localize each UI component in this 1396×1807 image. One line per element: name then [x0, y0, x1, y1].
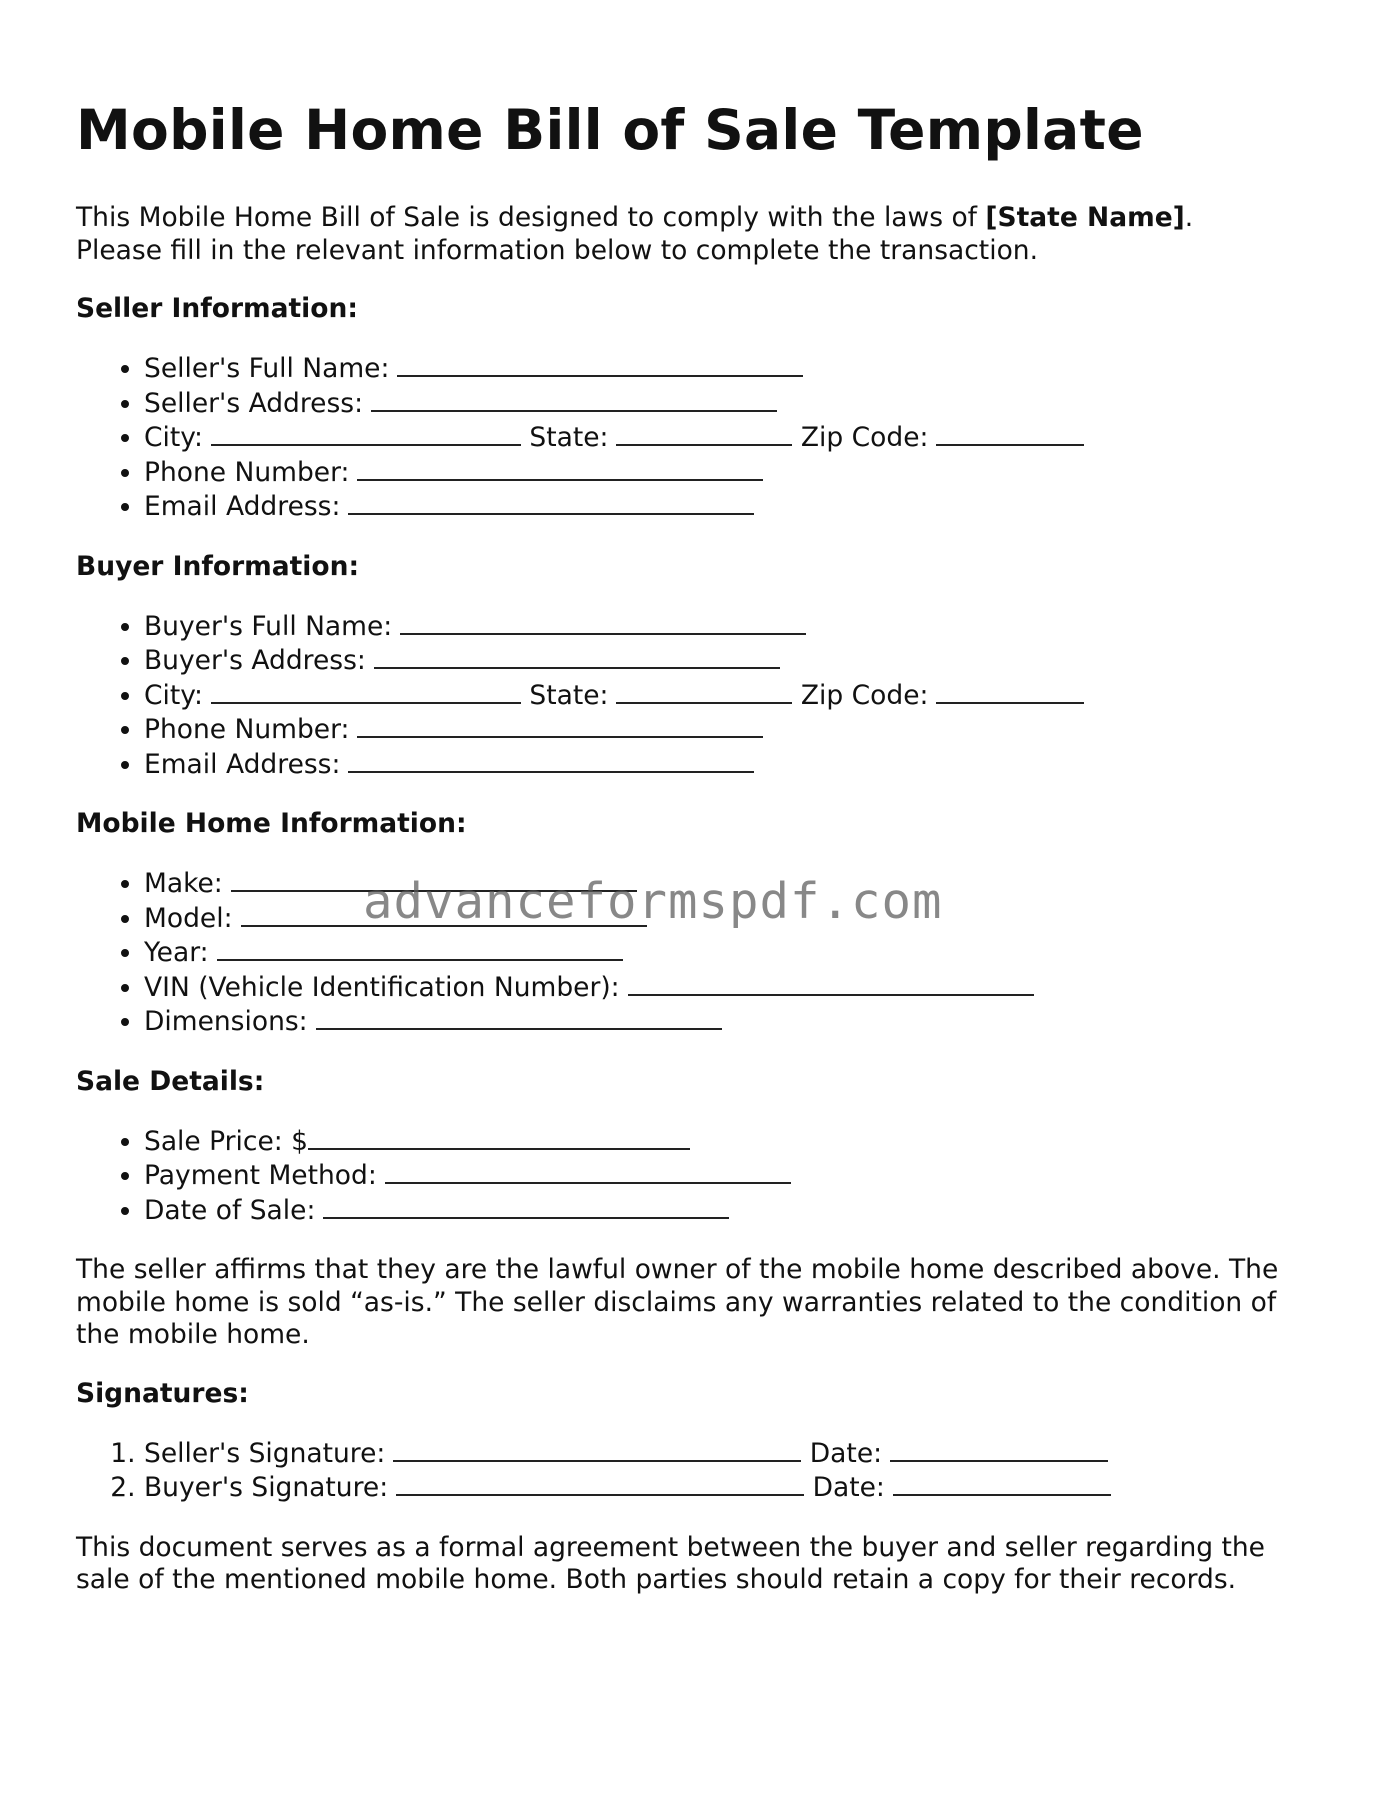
- buyer-signature-date-label: Date:: [812, 1472, 885, 1503]
- seller-signature-date-label: Date:: [809, 1437, 883, 1469]
- seller-address-blank[interactable]: [371, 386, 777, 412]
- intro-instructions: Please fill in the relevant information below to complete the transaction.: [76, 234, 1038, 266]
- vin-label: VIN (Vehicle Identification Number):: [144, 971, 620, 1003]
- make-item: [144, 866, 1326, 901]
- seller-signature-item: [144, 1436, 1326, 1471]
- dimensions-item: [144, 1004, 1326, 1039]
- affirmation-paragraph: The seller affirms that they are the lawful owner of the mobile home described above. The mobile home is sold “as-is.” The seller disclaims any warranties related to the condition of the mobile home.: [76, 1254, 1279, 1350]
- buyer-email-label: Email Address:: [144, 748, 341, 780]
- sale-details-list: [76, 1124, 1326, 1228]
- buyer-signature-date-blank[interactable]: [893, 1470, 1111, 1496]
- seller-full-name-blank[interactable]: [397, 351, 803, 377]
- mobile-home-section-heading: Mobile Home Information:: [76, 808, 467, 839]
- buyer-phone-item: [144, 712, 1326, 747]
- seller-full-name-label: Seller's Full Name:: [144, 353, 390, 384]
- vin-item: [144, 970, 1326, 1005]
- sale-price-label: Sale Price: $: [144, 1125, 309, 1157]
- date-of-sale-item: [144, 1193, 1326, 1228]
- intro-paragraph: [76, 202, 1326, 267]
- vin-blank[interactable]: [628, 970, 1034, 996]
- page-title: Mobile Home Bill of Sale Template: [76, 98, 1144, 162]
- buyer-signature-item: [144, 1470, 1326, 1505]
- payment-method-label: Payment Method:: [144, 1160, 377, 1191]
- year-item: [144, 935, 1326, 970]
- buyer-city-label: City:: [144, 679, 203, 711]
- buyer-signature-blank[interactable]: [396, 1470, 804, 1496]
- buyer-full-name-blank[interactable]: [400, 609, 806, 635]
- buyer-zip-blank[interactable]: [936, 678, 1084, 704]
- seller-city-state-zip-item: [144, 420, 1326, 455]
- buyer-address-blank[interactable]: [374, 643, 780, 669]
- buyer-signature-label: Buyer's Signature:: [144, 1472, 389, 1503]
- seller-section-heading: Seller Information:: [76, 293, 358, 324]
- buyer-fields-list: [76, 609, 1326, 782]
- sale-price-blank[interactable]: [308, 1124, 690, 1150]
- buyer-email-item: [144, 747, 1326, 782]
- buyer-address-label: Buyer's Address:: [144, 645, 366, 676]
- intro-period: .: [1184, 202, 1194, 233]
- make-label: Make:: [144, 868, 223, 899]
- buyer-full-name-label: Buyer's Full Name:: [144, 610, 393, 642]
- seller-state-blank[interactable]: [616, 420, 792, 446]
- seller-city-blank[interactable]: [211, 420, 521, 446]
- seller-fields-list: [76, 351, 1326, 524]
- watermark: advanceformspdf.com: [363, 873, 943, 930]
- payment-method-item: [144, 1158, 1326, 1193]
- model-blank[interactable]: [241, 901, 647, 927]
- buyer-phone-label: Phone Number:: [144, 714, 350, 745]
- seller-zip-label: Zip Code:: [800, 422, 929, 453]
- model-item: [144, 901, 1326, 936]
- buyer-section-heading: Buyer Information:: [76, 550, 360, 582]
- seller-signature-blank[interactable]: [393, 1436, 801, 1462]
- seller-full-name-item: [144, 351, 1326, 386]
- closing-paragraph: This document serves as a formal agreement between the buyer and seller regarding the sale of the mentioned mobile home. Both parties should retain a copy for their records.: [76, 1531, 1265, 1595]
- mobile-home-fields-list: [76, 866, 1326, 1039]
- buyer-state-label: State:: [529, 679, 609, 711]
- sale-price-item: [144, 1124, 1326, 1159]
- payment-method-blank[interactable]: [385, 1158, 791, 1184]
- dimensions-label: Dimensions:: [144, 1006, 308, 1037]
- model-label: Model:: [144, 902, 233, 934]
- buyer-city-blank[interactable]: [211, 678, 521, 704]
- buyer-full-name-item: [144, 609, 1326, 644]
- buyer-email-blank[interactable]: [348, 747, 754, 773]
- date-of-sale-blank[interactable]: [323, 1193, 729, 1219]
- year-label: Year:: [144, 937, 209, 968]
- signatures-section-heading: Signatures:: [76, 1377, 249, 1409]
- sale-details-section-heading: Sale Details:: [76, 1065, 265, 1097]
- buyer-address-item: [144, 643, 1326, 678]
- seller-address-item: [144, 386, 1326, 421]
- seller-signature-label: Seller's Signature:: [144, 1437, 386, 1469]
- seller-zip-blank[interactable]: [936, 420, 1084, 446]
- seller-city-label: City:: [144, 422, 203, 453]
- buyer-zip-label: Zip Code:: [800, 679, 929, 711]
- seller-phone-item: [144, 455, 1326, 490]
- seller-email-label: Email Address:: [144, 491, 341, 522]
- buyer-state-blank[interactable]: [616, 678, 792, 704]
- signatures-list: [76, 1436, 1326, 1505]
- seller-state-label: State:: [529, 422, 609, 453]
- seller-phone-label: Phone Number:: [144, 456, 350, 488]
- date-of-sale-label: Date of Sale:: [144, 1194, 316, 1226]
- dimensions-blank[interactable]: [316, 1004, 722, 1030]
- document-page: [76, 96, 1326, 1597]
- seller-phone-blank[interactable]: [357, 455, 763, 481]
- seller-email-blank[interactable]: [348, 489, 754, 515]
- seller-address-label: Seller's Address:: [144, 387, 364, 419]
- state-name-placeholder: [State Name]: [985, 202, 1185, 233]
- buyer-city-state-zip-item: [144, 678, 1326, 713]
- seller-email-item: [144, 489, 1326, 524]
- year-blank[interactable]: [217, 935, 623, 961]
- buyer-phone-blank[interactable]: [357, 712, 763, 738]
- seller-signature-date-blank[interactable]: [890, 1436, 1108, 1462]
- intro-text: This Mobile Home Bill of Sale is designed to comply with the laws of: [76, 202, 986, 233]
- make-blank[interactable]: [231, 866, 637, 892]
